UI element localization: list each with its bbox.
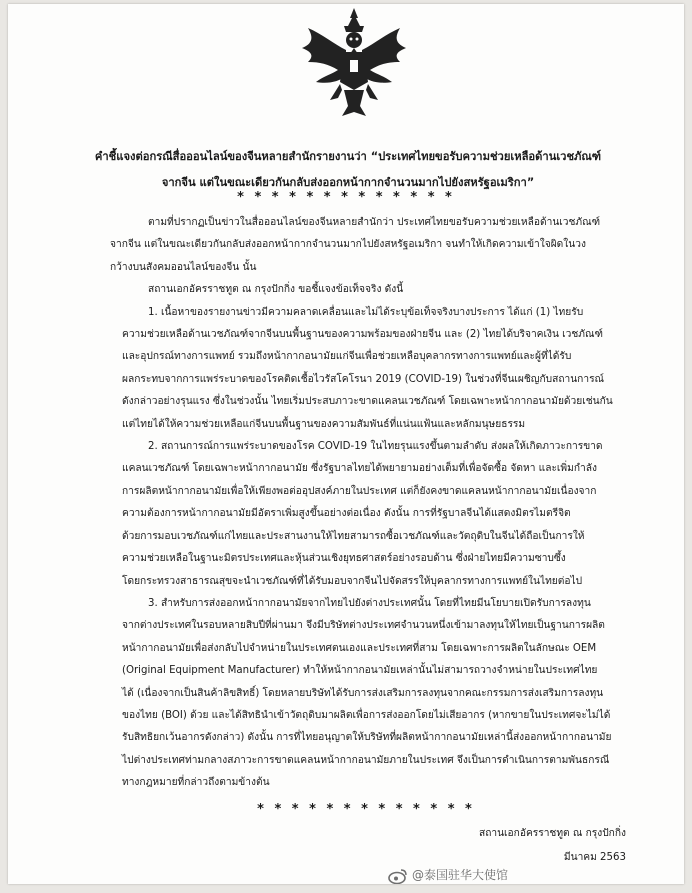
body-line: โดยกระทรวงสาธารณสุขจะนำเวชภัณฑ์ที่ได้รับมอบจากจีนไปจัดสรรให้บุคลากรทางการแพทย์ในไทยต่อไป	[122, 575, 583, 587]
closing-separator: * * * * * * * * * * * * *	[257, 802, 475, 817]
body-line: แต่ไทยได้ให้ความช่วยเหลือแก่จีนบนพื้นฐานของความสัมพันธ์ที่แน่นแฟ้นและหลักมนุษยธรรม	[122, 418, 526, 430]
title-line: คำชี้แจงต่อกรณีสื่อออนไลน์ของจีนหลายสำนักรายงานว่า “ประเทศไทยขอรับความช่วยเหลือด้านเวชภัณฑ์	[94, 150, 602, 163]
body-line: ไปต่างประเทศท่ามกลางสภาวะการขาดแคลนหน้ากากอนามัยภายในประเทศ จึงเป็นการดำเนินการตามพันธกรณี	[122, 754, 610, 766]
document-body	[110, 212, 642, 795]
body-line: รับสิทธิยกเว้นอากรดังกล่าว) ดังนั้น การที่ไทยอนุญาตให้บริษัทที่ผลิตหน้ากากอนามัยเหล่านี้ส่งออกหน้ากากอนามัย	[122, 732, 612, 744]
garuda-emblem-icon	[294, 4, 414, 128]
body-line: แคลนเวชภัณฑ์ โดยเฉพาะหน้ากากอนามัย ซึ่งรัฐบาลไทยได้พยายามอย่างเต็มที่เพื่อจัดซื้อ จัดหา และเพิ่มกำลัง	[122, 463, 597, 475]
signature-block	[479, 822, 626, 870]
body-line: ตามที่ปรากฏเป็นข่าวในสื่อออนไลน์ของจีนหลายสำนักว่า ประเทศไทยขอรับความช่วยเหลือด้านเวชภัณฑ์	[148, 217, 601, 228]
body-line: 3. สำหรับการส่งออกหน้ากากอนามัยจากไทยไปยังต่างประเทศนั้น โดยที่ไทยมีนโยบายเปิดรับการลงทุน	[148, 597, 591, 609]
body-line: ด้วยการมอบเวชภัณฑ์แก่ไทยและประสานงานให้ไทยสามารถซื้อเวชภัณฑ์และวัตถุดิบในจีนได้ถือเป็นการให้	[122, 530, 585, 542]
body-line: ดังกล่าวอย่างรุนแรง ซึ่งในช่วงนั้น ไทยเริ่มประสบภาวะขาดแคลนเวชภัณฑ์ โดยเฉพาะหน้ากากอนามัยด้วยเช่นกัน	[122, 396, 613, 408]
watermark	[388, 866, 508, 884]
body-line: และอุปกรณ์ทางการแพทย์ รวมถึงหน้ากากอนามัยแก่จีนเพื่อช่วยเหลือบุคลากรทางการแพทย์และผู้ที่ได้รับ	[122, 351, 572, 363]
title-line: จากจีน แต่ในขณะเดียวกันกลับส่งออกหน้ากากจำนวนมากไปยังสหรัฐอเมริกา”	[161, 176, 535, 189]
body-line: ทางกฎหมายที่กล่าวถึงตามข้างต้น	[122, 777, 270, 789]
body-line: ของไทย (BOI) ด้วย และได้สิทธินำเข้าวัตถุดิบมาผลิตเพื่อการส่งออกโดยไม่เสียอากร (หากขายในประเทศจะไม่ได้	[122, 709, 611, 721]
weibo-icon	[388, 868, 408, 884]
body-line: ได้ (เนื่องจากเป็นสินค้าลิขสิทธิ์) โดยหลายบริษัทได้รับการส่งเสริมการลงทุนจากคณะกรรมการส่งเสริมการลงทุน	[122, 687, 604, 699]
document-title	[68, 144, 628, 196]
signature: สถานเอกอัครราชทูต ณ กรุงปักกิ่ง	[478, 828, 626, 839]
body-line: การผลิตหน้ากากอนามัยเพื่อให้เพียงพอต่ออุปสงค์ภายในประเทศ แต่ก็ยังคงขาดแคลนหน้ากากอนามัยเนื่องจาก	[122, 485, 597, 497]
watermark-text: @泰国驻华大使馆	[412, 868, 509, 882]
document-date: มีนาคม 2563	[563, 852, 626, 863]
body-line: ผลกระทบจากการแพร่ระบาดของโรคติดเชื้อไวรัสโคโรนา 2019 (COVID-19) ในช่วงที่จีนเผชิญกับสถานการณ์	[122, 373, 604, 385]
body-line: หน้ากากอนามัยเพื่อส่งกลับไปจำหน่ายในประเทศตนเองและประเทศที่สาม โดยเฉพาะการผลิตในลักษณะ OEM	[122, 642, 597, 654]
body-line: ความช่วยเหลือในฐานะมิตรประเทศและหุ้นส่วนเชิงยุทธศาสตร์อย่างรอบด้าน ซึ่งฝ่ายไทยมีความซาบซึ้ง	[122, 553, 566, 565]
body-line: ความต้องการหน้ากากอนามัยมีอัตราเพิ่มสูงขึ้นอย่างต่อเนื่อง ดังนั้น การที่รัฐบาลจีนได้แสดงมิตรไมตรีจิต	[122, 508, 571, 520]
title-separator: * * * * * * * * * * * * *	[237, 190, 455, 205]
body-line: จากต่างประเทศในรอบหลายสิบปีที่ผ่านมา จึงมีบริษัทต่างประเทศจำนวนหนึ่งเข้ามาลงทุนให้ไทยเป็นฐานการผลิต	[122, 620, 605, 632]
body-line: กว้างบนสังคมออนไลน์ของจีน นั้น	[110, 261, 257, 273]
body-line: 2. สถานการณ์การแพร่ระบาดของโรค COVID-19 ในไทยรุนแรงขึ้นตามลำดับ ส่งผลให้เกิดภาวะการขาด	[148, 441, 603, 453]
body-line: 1. เนื้อหาของรายงานข่าวมีความคลาดเคลื่อนและไม่ได้ระบุข้อเท็จจริงบางประการ ได้แก่ (1) ไทยรับ	[148, 306, 584, 318]
document-page	[8, 4, 684, 884]
body-line: ความช่วยเหลือด้านเวชภัณฑ์จากจีนบนพื้นฐานของความพร้อมของฝ่ายจีน และ (2) ไทยได้บริจาคเงิน เวชภัณฑ์	[122, 329, 603, 341]
body-line: (Original Equipment Manufacturer) ทำให้หน้ากากอนามัยเหล่านั้นไม่สามารถวางจำหน่ายในประเทศไทย	[122, 665, 598, 677]
body-line: จากจีน แต่ในขณะเดียวกันกลับส่งออกหน้ากากจำนวนมากไปยังสหรัฐอเมริกา จนทำให้เกิดความเข้าใจผิดในวง	[110, 239, 586, 251]
embassy-statement: สถานเอกอัครราชทูต ณ กรุงปักกิ่ง ขอชี้แจงข้อเท็จจริง ดังนี้	[148, 284, 404, 296]
